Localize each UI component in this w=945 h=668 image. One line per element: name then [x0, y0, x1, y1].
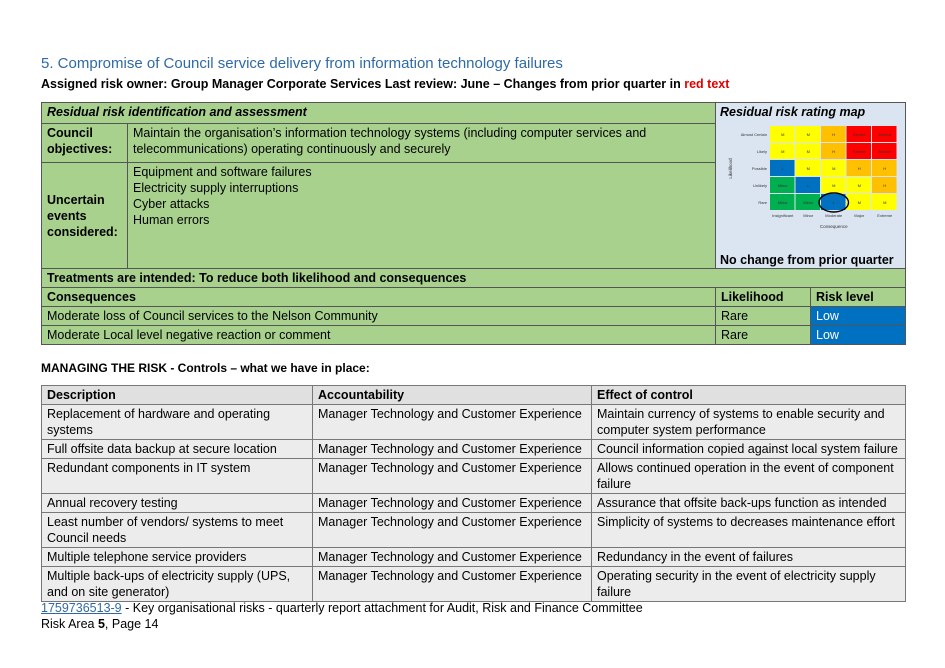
events-label: Uncertain events considered: — [42, 163, 128, 269]
risk-map-cell-label: Severe — [852, 149, 866, 154]
risk-map-cell-label: M — [857, 183, 861, 188]
table-row — [42, 567, 906, 602]
accountability-cell: Manager Technology and Customer Experience — [313, 548, 592, 567]
risk-area-number: 5 — [97, 617, 105, 631]
residual-risk-table — [41, 102, 906, 345]
description-cell: Least number of vendors/ systems to meet Council needs — [42, 513, 313, 548]
risk-map-cell-label: L — [781, 166, 784, 171]
effect-cell: Council information copied against local system failure — [592, 440, 906, 459]
risk-rating-map-cell — [716, 103, 906, 269]
event-item: Cyber attacks — [133, 197, 210, 211]
risk-owner-line — [41, 77, 729, 91]
risk-map-cell-label: M — [832, 166, 836, 171]
event-item: Human errors — [133, 213, 210, 227]
consequence-column-label: Major — [854, 213, 865, 218]
risk-map-cell-label: Severe — [878, 132, 892, 137]
description-cell: Full offsite data backup at secure location — [42, 440, 313, 459]
risk-map-cell-label: H — [883, 183, 887, 188]
consequence-column-label: Extreme — [877, 213, 893, 218]
description-cell: Annual recovery testing — [42, 494, 313, 513]
description-header: Description — [42, 386, 313, 405]
objectives-label: Council objectives: — [42, 124, 128, 163]
risk-map-cell-label: H — [832, 149, 836, 154]
risk-map-cell-label: M — [832, 183, 836, 188]
effect-cell: Assurance that offsite back-ups function as intended — [592, 494, 906, 513]
effect-cell: Redundancy in the event of failures — [592, 548, 906, 567]
table-row — [42, 494, 906, 513]
no-change-note: No change from prior quarter — [720, 253, 894, 267]
accountability-cell: Manager Technology and Customer Experience — [313, 567, 592, 602]
risk-map-cell-label: M — [857, 200, 861, 205]
table-row — [42, 513, 906, 548]
description-cell: Replacement of hardware and operating systems — [42, 405, 313, 440]
likelihood-header: Likelihood — [716, 288, 811, 307]
effect-cell: Maintain currency of systems to enable security and computer system performance — [592, 405, 906, 440]
description-cell: Redundant components in IT system — [42, 459, 313, 494]
likelihood-row-label: Unlikely — [752, 183, 767, 188]
effect-cell: Allows continued operation in the event of component failure — [592, 459, 906, 494]
risk-map-cell-label: H — [857, 166, 861, 171]
risk-map-cell-label: M — [806, 149, 810, 154]
controls-table — [41, 385, 906, 602]
document-link[interactable]: 1759736513-9 — [41, 601, 122, 615]
events-list — [128, 163, 716, 269]
table-row — [42, 459, 906, 494]
consequence-column-label: Minor — [803, 213, 814, 218]
likelihood-row-label: Almost Certain — [740, 132, 767, 137]
likelihood-cell: Rare — [716, 307, 811, 326]
risk-area-prefix: Risk Area — [41, 617, 98, 631]
risk-level-header: Risk level — [811, 288, 906, 307]
risk-map-cell-label: M — [883, 200, 887, 205]
event-item: Equipment and software failures — [133, 165, 312, 179]
controls-heading: MANAGING THE RISK - Controls – what we have in place: — [41, 361, 370, 375]
page-footer — [41, 600, 643, 632]
risk-map-cell-label: H — [883, 166, 887, 171]
x-axis-label: Consequence — [819, 224, 848, 229]
consequence-cell: Moderate loss of Council services to the Nelson Community — [42, 307, 716, 326]
red-text-note: red text — [684, 77, 730, 91]
likelihood-cell: Rare — [716, 326, 811, 345]
risk-map-cell-label: M — [806, 132, 810, 137]
risk-owner-text: Assigned risk owner: Group Manager Corporate Services Last review: June – Changes from prior quarter in — [41, 77, 685, 91]
consequences-header: Consequences — [42, 288, 716, 307]
table-row — [42, 548, 906, 567]
risk-level-cell: Low — [811, 326, 906, 345]
risk-map-cell-label: Minor — [803, 200, 814, 205]
risk-map-cell-label: L — [807, 183, 810, 188]
risk-map-title: Residual risk rating map — [720, 105, 866, 119]
consequence-cell: Moderate Local level negative reaction or comment — [42, 326, 716, 345]
consequence-column-label: Moderate — [825, 213, 843, 218]
risk-map-cell-label: L — [832, 200, 835, 205]
effect-cell: Simplicity of systems to decreases maintenance effort — [592, 513, 906, 548]
risk-map-cell-label: M — [806, 166, 810, 171]
y-axis-label: Likelihood — [728, 158, 733, 179]
risk-map-cell-label: Minor — [777, 200, 788, 205]
likelihood-row-label: Possible — [751, 166, 767, 171]
objectives-text: Maintain the organisation’s information technology systems (including computer services and telecommunications) operating continuously and securely — [128, 124, 716, 163]
page-number: , Page 14 — [104, 617, 159, 631]
accountability-cell: Manager Technology and Customer Experience — [313, 405, 592, 440]
risk-map-cell-label: M — [781, 132, 785, 137]
effect-cell: Operating security in the event of electricity supply failure — [592, 567, 906, 602]
accountability-cell: Manager Technology and Customer Experience — [313, 459, 592, 494]
accountability-cell: Manager Technology and Customer Experience — [313, 513, 592, 548]
description-cell: Multiple back-ups of electricity supply (UPS, and on site generator) — [42, 567, 313, 602]
effect-header: Effect of control — [592, 386, 906, 405]
risk-map-cell-label: Minor — [777, 183, 788, 188]
accountability-cell: Manager Technology and Customer Experience — [313, 440, 592, 459]
section-title: 5. Compromise of Council service delivery from information technology failures — [41, 55, 563, 72]
event-item: Electricity supply interruptions — [133, 181, 299, 195]
risk-map-cell-label: M — [781, 149, 785, 154]
accountability-cell: Manager Technology and Customer Experience — [313, 494, 592, 513]
consequence-column-label: Insignificant — [772, 213, 794, 218]
risk-assessment-header: Residual risk identification and assessment — [42, 103, 716, 124]
treatments-row: Treatments are intended: To reduce both likelihood and consequences — [42, 269, 906, 288]
accountability-header: Accountability — [313, 386, 592, 405]
table-row — [42, 440, 906, 459]
risk-map-cell-label: H — [832, 132, 836, 137]
description-cell: Multiple telephone service providers — [42, 548, 313, 567]
likelihood-row-label: Rare — [758, 200, 767, 205]
risk-level-cell: Low — [811, 307, 906, 326]
likelihood-row-label: Likely — [756, 149, 767, 154]
document-description: - Key organisational risks - quarterly report attachment for Audit, Risk and Finance Committee — [121, 601, 643, 615]
risk-rating-map — [720, 120, 898, 246]
risk-map-cell-label: Severe — [852, 132, 866, 137]
risk-map-cell-label: Severe — [878, 149, 892, 154]
table-row — [42, 405, 906, 440]
